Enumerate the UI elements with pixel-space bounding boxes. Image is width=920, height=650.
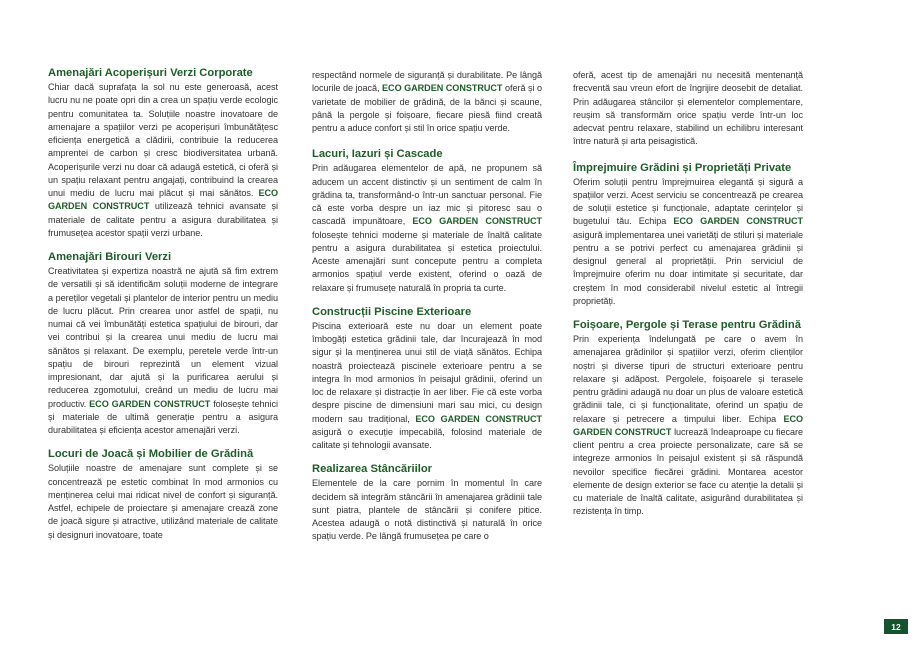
column-right	[573, 69, 803, 529]
body-text: oferă, acest tip de amenajări nu necesită mentenanță frecventă sau vreun efort de îngrijire deosebit de detaliat. Prin adăugarea stâncilor și elementelor complementare, reușim să transformăm orice spațiu verde într-un loc adecvat pentru relaxare, stabilind un echilibru interesant între natură și arta peisagistică.	[573, 70, 803, 147]
body-text: Elementele de la care pornim în momentul în care decidem să integrăm stâncării în amenajarea grădinii tale sunt piatra, plantele de stâncării și conifere pitice. Acestea adaugă o notă distinctivă și naturală în orice spațiu verde. Pe lângă frumusețea pe care o	[312, 478, 542, 542]
section-lakes-ponds	[312, 147, 542, 295]
body-text: Chiar dacă suprafața la sol nu este generoasă, acest lucru nu ne poate opri din a crea un spațiu verde ecologic pentru comunitatea ta. Soluțiile noastre inovatoare de amenajare a spațiilor verzi pe acoperișuri îmbunătățesc eficiența energetică a clădirii, contribuie la reducerea amprentei de carbon și cresc biodiversitatea urbană. Acoperișurile verzi nu doar că adaugă estetică, ci oferă și un spațiu relaxant pentru angajați, contribuind la crearea unui mediu de lucru mai plăcut și mai sănătos.	[48, 82, 278, 198]
section-title: Amenajări Acoperișuri Verzi Corporate	[48, 67, 253, 79]
body-text: Oferim soluții pentru împrejmuirea elegantă și sigură a spațiilor verzi. Acest serviciu se concentrează pe crearea de soluții estetice și funcționale, adaptate cerințelor și bugetului tău. Echipa	[573, 176, 803, 227]
column-left	[48, 66, 278, 552]
brand-name: ECO GARDEN CONSTRUCT	[89, 398, 211, 409]
section-body	[312, 162, 542, 295]
section-gazebos-pergolas	[573, 318, 803, 519]
section-playgrounds	[48, 447, 278, 542]
body-text: Soluțiile noastre de amenajare sunt complete și se concentrează pe estetic combinat în mod armonios cu menținerea celui mai ridicat nivel de confort și siguranță. Astfel, echipele de proiectare și amenajare crează zone de joacă sigure și atractive, utilizând materiale de calitate și designuri inovatoare, toate	[48, 463, 278, 540]
body-text: oferă și o varietate de mobilier de grădină, de la bănci și scaune, până la pergole și foișoare, fiecare piesă fiind creată pentru a aduce confort și stil în orice spațiu verde.	[312, 83, 543, 133]
section-body	[573, 176, 803, 309]
section-green-offices	[48, 250, 278, 437]
section-title: Foișoare, Pergole și Terase pentru Grădină	[573, 319, 801, 331]
section-body	[48, 265, 278, 437]
section-body	[312, 477, 542, 543]
brand-name: ECO GARDEN CONSTRUCT	[415, 413, 542, 424]
body-text: folosește tehnici moderne și materiale de înaltă calitate pentru a asigura durabilitatea și estetica proiectului. Aceste amenajări sunt concepute pentru a completa armonios spațiul verde existent, oferind o oază de relaxare și frumusețe naturală în propria ta curte.	[312, 229, 542, 293]
page-number: 12	[891, 621, 901, 632]
section-body-continued	[573, 69, 803, 149]
body-text: Prin adăugarea elementelor de apă, ne propunem să aducem un accent distinctiv și un sentiment de calm în grădina ta, transformând-o într-un sanctuar personal. Fie că este vorba despre un iaz mic și pitoresc sau o cascadă impunătoare,	[312, 163, 542, 227]
body-text: Piscina exterioară este nu doar un element poate îmbogăți estetica grădinii tale, dar încurajează în mod sigur și la menținerea unui stil de viață sănătos. Echipa noastră proiectează piscinele exterioare pentru a se integra în mod armonios în peisajul grădinii, oferind un loc de relaxare și distracție în aer liber. Fie că este vorba despre piscine de dimensiuni mari sau mici, cu design modern sau tradițional,	[312, 320, 542, 424]
body-text: Prin experiența îndelungată pe care o avem în amenajarea grădinilor și spațiilor verzi, oferim clienților noștri și diverse tipuri de structuri exterioare pentru relaxare și adăpost. Pergolele, foișoarele și terasele pentru grădini adaugă nu doar un plus de valoare estetică grădinii tale, ci și funcționalitate, oferind un spațiu de relaxare și petrecere a timpului liber. Echipa	[573, 334, 803, 424]
body-text: respectând normele de siguranță și durabilitate. Pe lângă locurile de joacă,	[312, 70, 542, 94]
body-text: asigură o execuție impecabilă, folosind materiale de calitate și tehnologii avansate.	[312, 426, 542, 450]
section-pools	[312, 305, 542, 453]
section-body	[312, 320, 542, 453]
section-body-continued	[312, 69, 542, 135]
section-title: Realizarea Stâncăriilor	[312, 463, 433, 476]
page-number-badge	[884, 619, 908, 634]
section-body	[48, 81, 278, 240]
section-fencing	[573, 161, 803, 309]
brand-name: ECO GARDEN CONSTRUCT	[673, 216, 803, 227]
body-text: folosește tehnici și materiale de ultimă generație pentru a asigura durabilitatea și eficiența acestor amenajări verzi.	[48, 398, 278, 435]
brand-name: ECO GARDEN CONSTRUCT	[48, 188, 279, 212]
brand-name: ECO GARDEN CONSTRUCT	[412, 216, 542, 227]
section-title: Împrejmuire Grădini și Proprietăți Private	[573, 161, 792, 174]
brand-name: ECO GARDEN CONSTRUCT	[382, 83, 503, 94]
section-green-roofs	[48, 66, 278, 240]
section-title: Amenajări Birouri Verzi	[48, 251, 172, 263]
section-body	[48, 462, 278, 542]
section-title: Lacuri, Iazuri și Cascade	[312, 148, 443, 161]
section-title: Construcții Piscine Exterioare	[312, 305, 472, 318]
brand-name: ECO GARDEN CONSTRUCT	[573, 413, 803, 437]
body-text: asigură implementarea unei varietăți de stiluri și materiale pentru a se potrivi perfect cu amenajarea grădinii și designul general al proprietății. Prin serviciul de împrejmuire oferim nu doar intimitate și securitate, dar creștem în mod considerabil nivelul estetic al întregii proprietăți.	[573, 229, 803, 306]
section-body	[573, 333, 803, 519]
column-middle	[312, 69, 542, 554]
body-text: Creativitatea și expertiza noastră ne ajută să fim extrem de versatili și să identificăm soluții moderne de integrare a pereților vegetali și plantelor de interior pentru un mediu de lucru plăcut. Prin crearea unor astfel de spații, nu numai că vei îmbunătăți estetica spațiului de birouri, dar vei contribui și la crearea unui mediu de lucru mai sănătos și relaxant. De exemplu, peretele verde într-un spațiu de birouri reprezintă un element vizual impresionant, dar ajută și la purificarea aerului și reducerea zgomotului, creând un mediu de lucru mai productiv.	[48, 266, 278, 409]
body-text: lucrează îndeaproape cu fiecare client pentru a crea proiecte personalizate, care să se integreze armonios în peisajul existent și să răspundă nevoilor specifice fiecărei grădini. Montarea acestor elemente de design exterior se face cu atenție la detalii și cu materiale de înaltă calitate, asigurând durabilitatea și rezistența în timp.	[573, 426, 803, 517]
section-rockeries	[312, 462, 542, 543]
body-text: utilizează tehnici avansate și materiale de calitate pentru a asigura durabilitatea și frumusețea acestor spații verzi urbane.	[48, 201, 278, 238]
section-title: Locuri de Joacă și Mobilier de Grădină	[48, 448, 254, 461]
